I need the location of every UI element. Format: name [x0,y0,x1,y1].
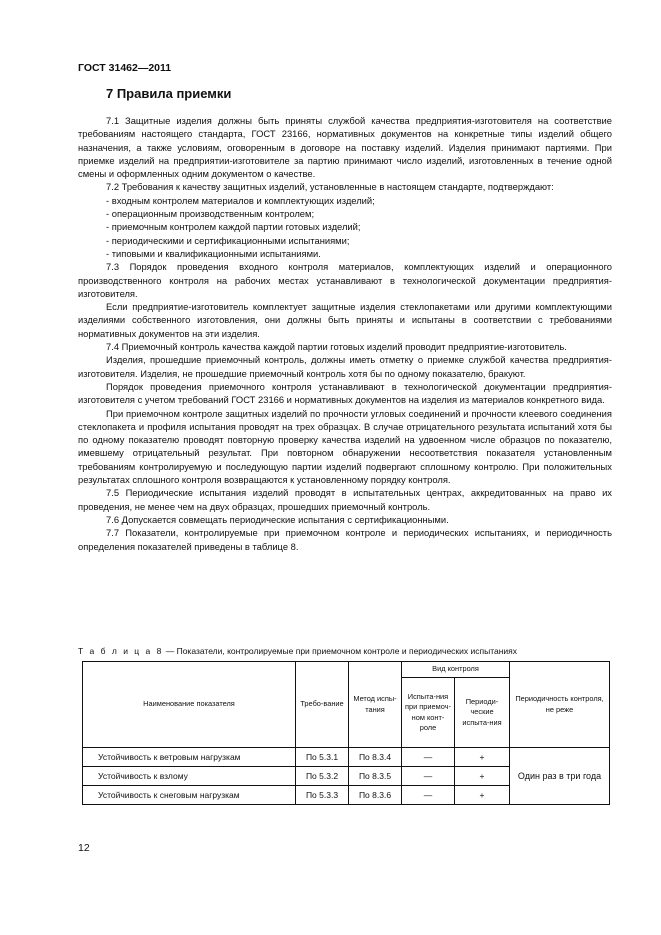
acceptance-mark: — [402,767,455,786]
requirement-ref: По 5.3.2 [296,767,349,786]
paragraph-7-4-c: Порядок проведения приемочного контроля устанавливают в технологической документации предприятия-изготовителя с учетом требований ГОСТ 23166 и нормативных документов на изделия из материалов конкретного вида. [78,380,612,406]
list-item: - приемочным контролем каждой партии готовых изделий; [106,221,361,233]
table-caption [78,646,517,656]
periodic-mark: + [455,786,510,805]
requirement-ref: По 5.3.1 [296,748,349,767]
header-test-method: Метод испы-тания [349,662,402,748]
paragraph-7-3-b: Если предприятие-изготовитель комплектует защитные изделия стеклопакетами или другими комплектующими изделиями собственного изготовления, они должны быть приняты и испытаны в соответствии с требованиями нормативных документов на эти изделия. [78,301,612,339]
method-ref: По 8.3.5 [349,767,402,786]
header-acceptance-tests: Испыта-ния при приемоч-ном конт-роле [402,678,455,748]
periodic-mark: + [455,748,510,767]
indicator-name: Устойчивость к ветровым нагрузкам [83,748,296,767]
indicator-name: Устойчивость к снеговым нагрузкам [83,786,296,805]
page-number: 12 [78,842,90,854]
list-item: - входным контролем материалов и комплектующих изделий; [106,194,375,206]
paragraph-7-4: 7.4 Приемочный контроль качества каждой партии готовых изделий проводит предприятие-изготовитель. [106,341,567,353]
list-item: - типовыми и квалификационными испытаниями. [106,247,321,259]
table-caption-text: — Показатели, контролируемые при приемочном контроле и периодических испытаниях [163,646,518,656]
list-item: - периодическими и сертификационными испытаниями; [106,234,350,246]
indicator-name: Устойчивость к взлому [83,767,296,786]
method-ref: По 8.3.4 [349,748,402,767]
section-title: 7 Правила приемки [106,86,232,101]
header-requirement: Требо-вание [296,662,349,748]
periodicity-value: Один раз в три года [510,748,610,805]
acceptance-mark: — [402,786,455,805]
paragraph-7-3: 7.3 Порядок проведения входного контроля материалов, комплектующих изделий и операционного производственного контроля на рабочих местах устанавливают в технологической документации предприятия-изготовителя. [78,261,612,299]
table-row [83,748,610,767]
requirements-list [78,194,612,260]
paragraph-7-4-b: Изделия, прошедшие приемочный контроль, должны иметь отметку о приемке службой качества предприятия-изготовителя. Изделия, не прошедшие приемочный контроль хотя бы по одному показателю, бракуют. [78,354,612,379]
list-item: - операционным производственным контролем; [106,208,315,220]
header-indicator-name: Наименование показателя [83,662,296,748]
method-ref: По 8.3.6 [349,786,402,805]
periodic-mark: + [455,767,510,786]
paragraph-7-1: 7.1 Защитные изделия должны быть приняты службой качества предприятия-изготовителя на соответствие требованиям настоящего стандарта, ГОСТ 23166, нормативных документов на конкретные типы изделий общего назначения, а также условиям, оговоренным в договоре на поставку изделий. Изделия принимают партиями. При приемке изделий на предприятии-изготовителе за партию принимают число изделий, изготовленных в течение одной смены и оформленных одним документом о качестве. [78,115,612,180]
header-periodicity: Периодичность контроля, не реже [510,662,610,748]
table-caption-label: Т а б л и ц а 8 [78,646,164,656]
requirement-ref: По 5.3.3 [296,786,349,805]
paragraph-7-4-d: При приемочном контроле защитных изделий по прочности угловых соединений и прочности клеевого соединения стеклопакета и профиля испытания проводят на трех образцах. В случае отрицательного результата испытаний хотя бы по одному показателю проводят повторную проверку качества изделий на удвоенном числе образцов по показателю, имевшему отрицательный результат. При повторном обнаружении несоответствия показателя установленным требованиям контролируемую и последующую партии изделий подвергают сплошному контролю. При положительных результатах сплошного контроля возвращаются к установленному порядку контроля. [78,407,612,486]
paragraph-7-7: 7.7 Показатели, контролируемые при приемочном контроле и периодических испытаниях, и периодичность определения показателей приведены в таблице 8. [78,527,612,552]
document-code: ГОСТ 31462—2011 [78,62,172,74]
header-periodic-tests: Периоди-ческие испыта-ния [455,678,510,748]
section-body [78,114,612,553]
paragraph-7-5: 7.5 Периодические испытания изделий проводят в испытательных центрах, аккредитованных на право их проведения, не менее чем на двух образцах, прошедших приемочный контроль. [78,487,612,512]
table-8 [82,661,610,805]
acceptance-mark: — [402,748,455,767]
paragraph-7-6: 7.6 Допускается совмещать периодические испытания с сертификационными. [106,513,449,525]
paragraph-7-2: 7.2 Требования к качеству защитных изделий, установленные в настоящем стандарте, подтверждают: [106,181,554,193]
header-control-type: Вид контроля [402,662,510,678]
